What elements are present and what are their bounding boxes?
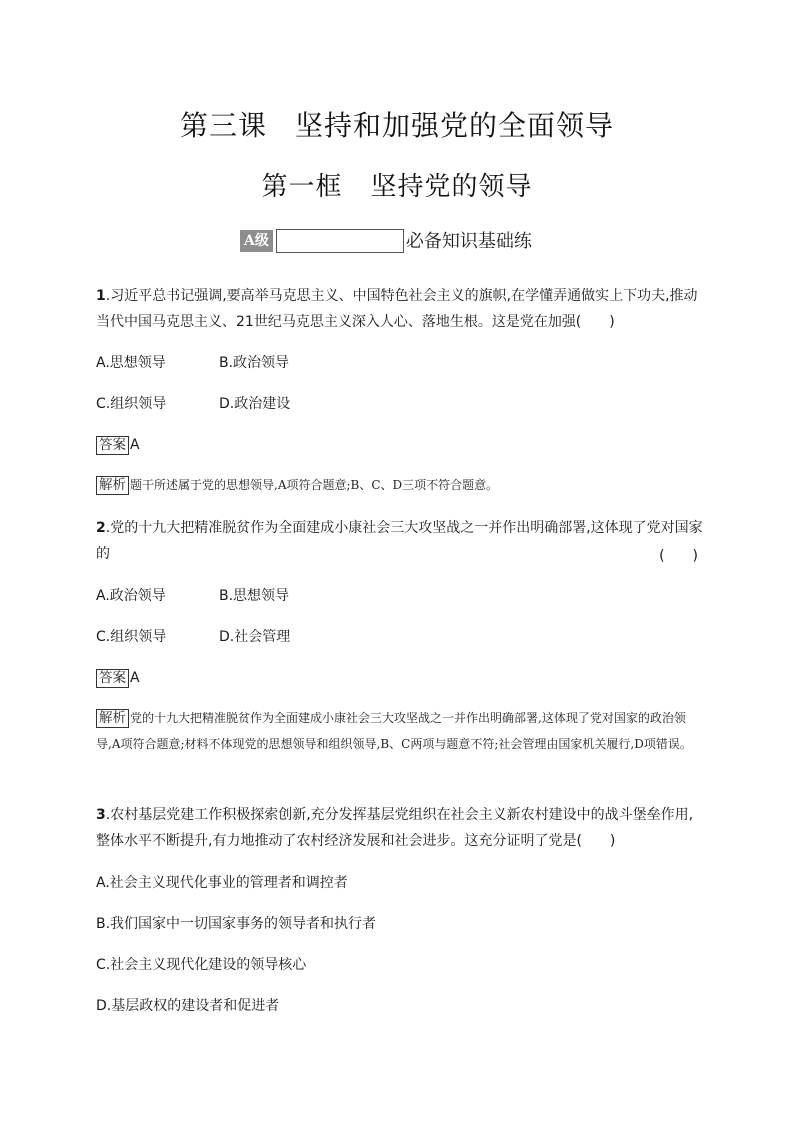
lesson-name: 坚持和加强党的全面领导 — [295, 109, 615, 142]
question-stem: .习近平总书记强调,要高举马克思主义、中国特色社会主义的旗帜,在学懂弄通做实上下功夫,推动当代中国马克思主义、21世纪马克思主义深入人心、落地生根。这是党在加强( ) — [96, 288, 698, 330]
score-box — [276, 229, 404, 253]
explanation-text: 党的十九大把精准脱贫作为全面建成小康社会三大攻坚战之一并作出明确部署,这体现了党对国家的政治领导,A项符合题意;材料不体现党的思想领导和组织领导,B、C两项与题意不符;社会管理由国家机关履行,D项错误。 — [96, 711, 692, 751]
question-number: 2 — [96, 520, 106, 536]
option-c: C.社会主义现代化建设的领导核心 — [96, 957, 307, 973]
answer-tag: 答案 — [96, 436, 129, 455]
explanation-text: 题干所述属于党的思想领导,A项符合题意;B、C、D三项不符合题意。 — [130, 478, 499, 492]
option-a: A.社会主义现代化事业的管理者和调控者 — [96, 875, 348, 891]
section-title: 必备知识基础练 — [405, 231, 532, 252]
option-d: D.基层政权的建设者和促进者 — [96, 998, 280, 1014]
option-b: B.思想领导 — [219, 588, 290, 604]
option-c: C.组织领导 — [96, 396, 167, 412]
answer-tag: 答案 — [96, 669, 129, 688]
question-number: 3 — [96, 807, 106, 823]
question-2 — [96, 515, 706, 567]
answer-2 — [96, 668, 140, 688]
lesson-number: 第三课 — [179, 109, 267, 142]
question-number: 1 — [96, 288, 106, 304]
section-header — [240, 227, 532, 257]
frame-name: 坚持党的领导 — [370, 172, 533, 202]
frame-number: 第一框 — [261, 172, 343, 202]
explanation-tag: 解析 — [96, 476, 129, 495]
option-c: C.组织领导 — [96, 629, 167, 645]
explanation-2 — [96, 705, 706, 757]
question-stem: .农村基层党建工作积极探索创新,充分发挥基层党组织在社会主义新农村建设中的战斗堡垒作用,整体水平不断提升,有力地推动了农村经济发展和社会进步。这充分证明了党是( ) — [96, 807, 694, 849]
option-b: B.政治领导 — [219, 355, 290, 371]
level-badge: A级 — [240, 230, 273, 252]
answer-paren: ( ) — [659, 548, 698, 564]
question-1 — [96, 283, 706, 335]
explanation-tag: 解析 — [96, 709, 129, 728]
option-d: D.社会管理 — [219, 629, 291, 645]
option-b: B.我们国家中一切国家事务的领导者和执行者 — [96, 916, 377, 932]
option-d: D.政治建设 — [219, 396, 291, 412]
answer-value: A — [130, 437, 140, 453]
option-a: A.政治领导 — [96, 588, 166, 604]
lesson-title — [0, 104, 794, 144]
frame-title — [0, 166, 794, 203]
question-stem: .党的十九大把精准脱贫作为全面建成小康社会三大攻坚战之一并作出明确部署,这体现了党对国家的 — [96, 520, 703, 562]
explanation-1 — [96, 472, 706, 498]
answer-1 — [96, 435, 140, 455]
option-a: A.思想领导 — [96, 355, 166, 371]
answer-value: A — [130, 670, 140, 686]
question-3 — [96, 802, 706, 854]
